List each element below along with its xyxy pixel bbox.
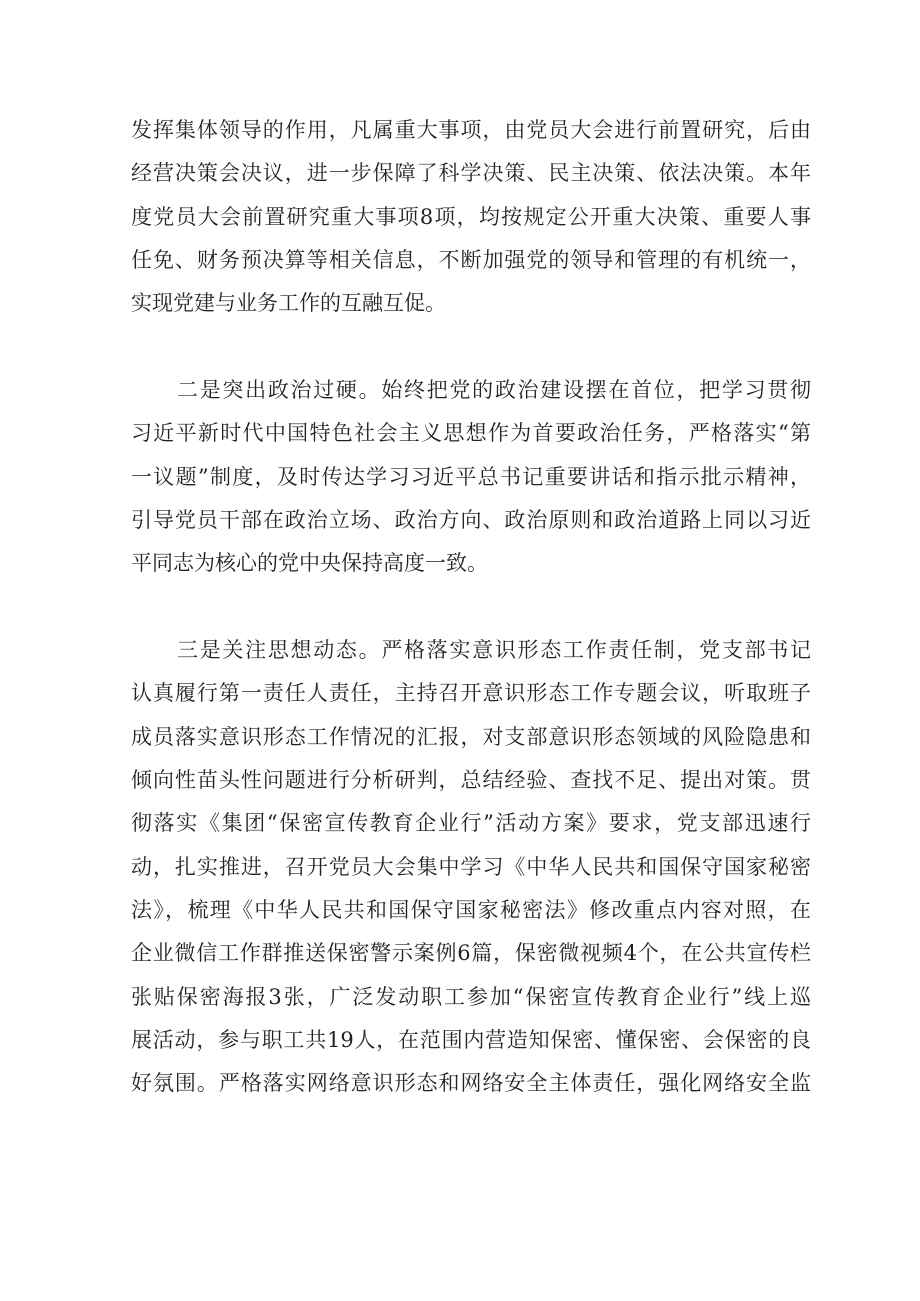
paragraph-2-line-5: 平同志为核心的党中央保持高度一致。 [131, 551, 488, 575]
paragraph-2-line-1: 二是突出政治过硬。始终把党的政治建设摆在首位，把学习贯彻 [177, 378, 811, 402]
paragraph-1-line-5: 实现党建与业务工作的互融互促。 [131, 291, 446, 315]
paragraph-3-line-6: 动，扎实推进，召开党员大会集中学习《中华人民共和国保守国家秘密 [131, 855, 811, 879]
paragraph-3-line-9: 张贴保密海报3张，广泛发动职工参加“保密宣传教育企业行”线上巡 [131, 985, 811, 1009]
paragraph-1-line-4: 任免、财务预决算等相关信息，不断加强党的领导和管理的有机统一， [131, 248, 811, 272]
paragraph-3-line-10: 展活动，参与职工共19人，在范围内营造知保密、懂保密、会保密的良 [131, 1028, 811, 1052]
paragraph-3-line-3: 成员落实意识形态工作情况的汇报，对支部意识形态领域的风险隐患和 [131, 725, 811, 749]
paragraph-1-line-2: 经营决策会决议，进一步保障了科学决策、民主决策、依法决策。本年 [131, 161, 811, 185]
paragraph-2-line-4: 引导党员干部在政治立场、政治方向、政治原则和政治道路上同以习近 [131, 508, 811, 532]
paragraph-1-line-1: 发挥集体领导的作用，凡属重大事项，由党员大会进行前置研究，后由 [131, 118, 811, 142]
paragraph-3-line-5: 彻落实《集团“保密宣传教育企业行”活动方案》要求，党支部迅速行 [131, 811, 811, 835]
paragraph-3-line-8: 企业微信工作群推送保密警示案例6篇，保密微视频4个，在公共宣传栏 [131, 941, 811, 965]
paragraph-3-line-4: 倾向性苗头性问题进行分析研判，总结经验、查找不足、提出对策。贯 [131, 768, 811, 792]
paragraph-3-line-2: 认真履行第一责任人责任，主持召开意识形态工作专题会议，听取班子 [131, 681, 811, 705]
paragraph-2-line-2: 习近平新时代中国特色社会主义思想作为首要政治任务，严格落实“第 [131, 421, 811, 445]
paragraph-3-line-11: 好氛围。严格落实网络意识形态和网络安全主体责任，强化网络安全监 [131, 1071, 811, 1095]
paragraph-2-line-3: 一议题”制度，及时传达学习习近平总书记重要讲话和指示批示精神， [131, 465, 811, 489]
paragraph-3-line-7: 法》，梳理《中华人民共和国保守国家秘密法》修改重点内容对照，在 [131, 898, 811, 922]
paragraph-1-line-3: 度党员大会前置研究重大事项8项，均按规定公开重大决策、重要人事 [131, 205, 811, 229]
paragraph-3-line-1: 三是关注思想动态。严格落实意识形态工作责任制，党支部书记 [177, 638, 811, 662]
